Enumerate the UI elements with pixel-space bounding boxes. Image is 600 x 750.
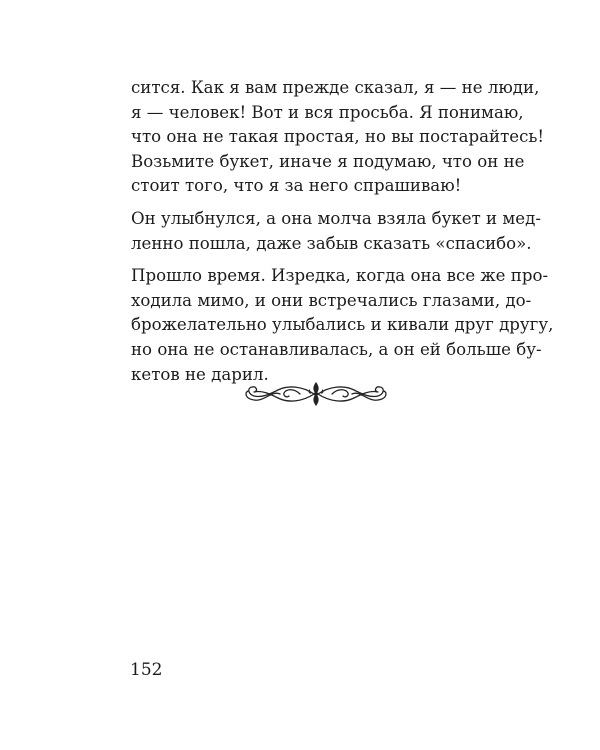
text-line: Он улыбнулся, а она молча взяла букет и мед- — [131, 208, 541, 228]
text-line: Прошло время. Изредка, когда она все же про- — [131, 266, 549, 286]
text-line: брожелательно улыбались и кивали друг другу, — [131, 315, 554, 335]
text-line: ходила мимо, и они встречались глазами, до- — [131, 290, 532, 310]
page-number: 152 — [130, 660, 163, 680]
text-line: что она не такая простая, но вы постарайтесь! — [131, 127, 545, 147]
text-line: Возьмите букет, иначе я подумаю, что он не — [131, 151, 525, 171]
text-line: стоит того, что я за него спрашиваю! — [131, 176, 462, 196]
text-line: но она не останавливалась, а он ей больше бу- — [131, 339, 542, 359]
text-line: сится. Как я вам прежде сказал, я — не люди, — [131, 78, 540, 97]
paragraph — [131, 76, 545, 199]
text-line: ленно пошла, даже забыв сказать «спасибо». — [131, 233, 532, 253]
body-text — [131, 76, 554, 395]
paragraph — [131, 264, 554, 387]
text-line: я — человек! Вот и вся просьба. Я понимаю, — [131, 102, 524, 122]
flourish-divider-icon — [240, 376, 392, 412]
text-line: кетов не дарил. — [131, 364, 269, 384]
paragraph — [131, 207, 541, 256]
